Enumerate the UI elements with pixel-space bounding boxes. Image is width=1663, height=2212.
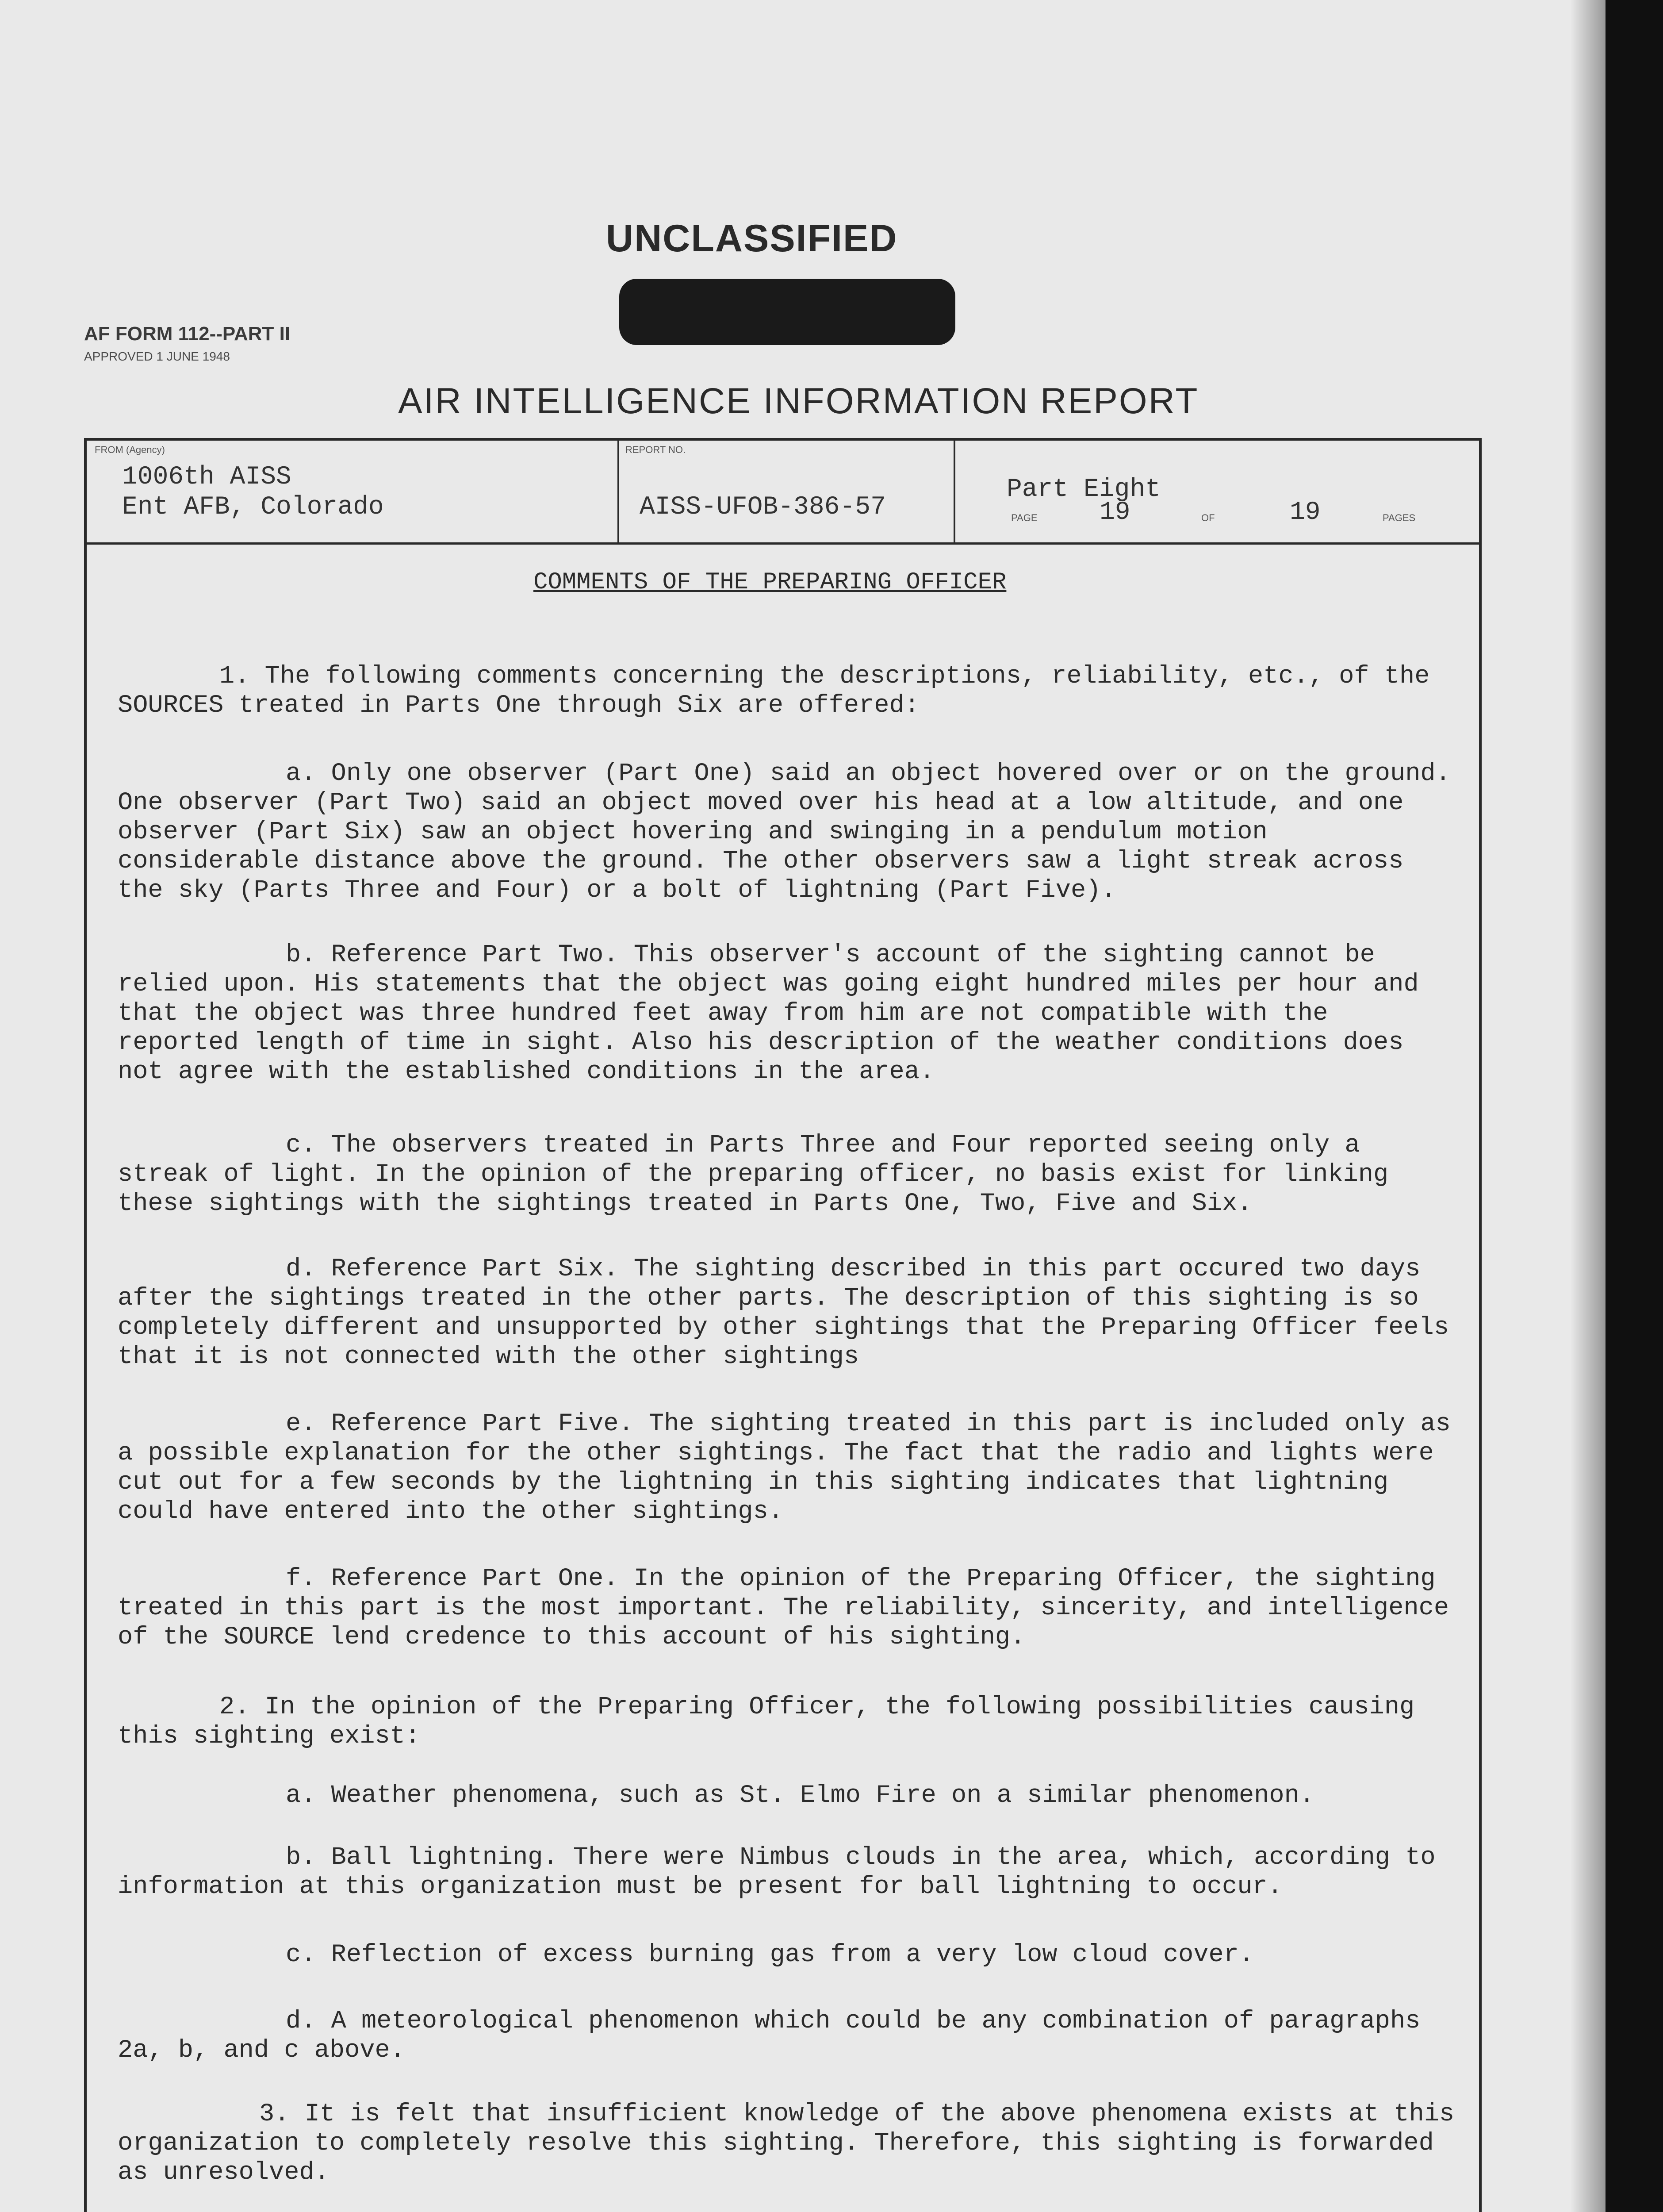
page-total: 19 bbox=[1290, 498, 1321, 527]
form-id: AF FORM 112--PART II bbox=[84, 323, 291, 345]
report-number: AISS-UFOB-386-57 bbox=[640, 493, 886, 522]
redaction-bar-top bbox=[619, 279, 955, 345]
of-label: OF bbox=[1201, 512, 1215, 523]
paragraph-1c: c. The observers treated in Parts Three and Four reported seeing only a streak of light. In the opinion of the preparing officer, no basis exist for linking these sightings with the sightings treated in Parts One, Two, Five and Six. bbox=[118, 1131, 1389, 1218]
page-number: 19 bbox=[1100, 498, 1130, 527]
report-frame bbox=[84, 438, 1482, 2212]
page-label: PAGE bbox=[1011, 512, 1038, 523]
paragraph-1a: a. Only one observer (Part One) said an object hovered over or on the ground. One observer (Part Two) said an object moved over his head at a low altitude, and one observer (Part Six) saw an object hovering and swinging in a pendulum motion considerable distance above the ground. The other observers saw a light streak across the sky (Parts Three and Four) or a bolt of lightning (Part Five). bbox=[118, 760, 1451, 905]
form-approved: APPROVED 1 JUNE 1948 bbox=[84, 349, 230, 363]
paragraph-1f: f. Reference Part One. In the opinion of the Preparing Officer, the sighting treated in this part is the most important. The reliability, sincerity, and intelligence of the SOURCE lend credence to this account of his sighting. bbox=[118, 1565, 1449, 1651]
classification-top: UNCLASSIFIED bbox=[606, 217, 898, 260]
report-title: AIR INTELLIGENCE INFORMATION REPORT bbox=[398, 381, 1199, 421]
from-line-2: Ent AFB, Colorado bbox=[122, 493, 384, 522]
paragraph-2a: a. Weather phenomena, such as St. Elmo Fire on a similar phenomenon. bbox=[286, 1782, 1314, 1810]
paragraph-1: 1. The following comments concerning the descriptions, reliability, etc., of the SOURCES treated in Parts One through Six are offered: bbox=[118, 662, 1430, 720]
paragraph-2d: d. A meteorological phenomenon which could be any combination of paragraphs 2a, b, and c above. bbox=[118, 2007, 1421, 2065]
report-no-cell bbox=[617, 441, 955, 542]
header-row bbox=[87, 441, 1479, 545]
from-label: FROM (Agency) bbox=[95, 444, 165, 455]
paragraph-2c: c. Reflection of excess burning gas from a very low cloud cover. bbox=[286, 1941, 1254, 1969]
paragraph-1e: e. Reference Part Five. The sighting treated in this part is included only as a possible explanation for the other sightings. The fact that the radio and lights were cut out for a few seconds by the lightning in this sighting indicates that lightning could have entered into the other sightings. bbox=[118, 1410, 1451, 1526]
paragraph-3: 3. It is felt that insufficient knowledge of the above phenomena exists at this organization to completely resolve this sighting. Therefore, this sighting is forwarded as unresolved. bbox=[118, 2100, 1455, 2187]
page-edge-shadow bbox=[1570, 0, 1606, 2212]
from-line-1: 1006th AISS bbox=[122, 463, 291, 492]
from-cell bbox=[87, 441, 619, 542]
report-no-label: REPORT NO. bbox=[625, 444, 686, 455]
pages-label: PAGES bbox=[1383, 512, 1416, 523]
part-label: Part Eight bbox=[1007, 475, 1161, 504]
paragraph-1d: d. Reference Part Six. The sighting described in this part occured two days after the sightings treated in the other parts. The description of this sighting is so completely different and unsupported by other sightings that the Preparing Officer feels that it is not connected with the other sightings bbox=[118, 1255, 1449, 1371]
paragraph-2: 2. In the opinion of the Preparing Officer, the following possibilities causing this sighting exist: bbox=[118, 1693, 1415, 1751]
section-title: COMMENTS OF THE PREPARING OFFICER bbox=[533, 569, 1007, 596]
paragraph-1b: b. Reference Part Two. This observer's account of the sighting cannot be relied upon. His statements that the object was going eight hundred miles per hour and that the object was three hundred feet away from him are not compatible with the reported length of time in sight. Also his description of the weather conditions does not agree with the established conditions in the area. bbox=[118, 941, 1419, 1086]
paragraph-2b: b. Ball lightning. There were Nimbus clouds in the area, which, according to information at this organization must be present for ball lightning to occur. bbox=[118, 1843, 1436, 1901]
